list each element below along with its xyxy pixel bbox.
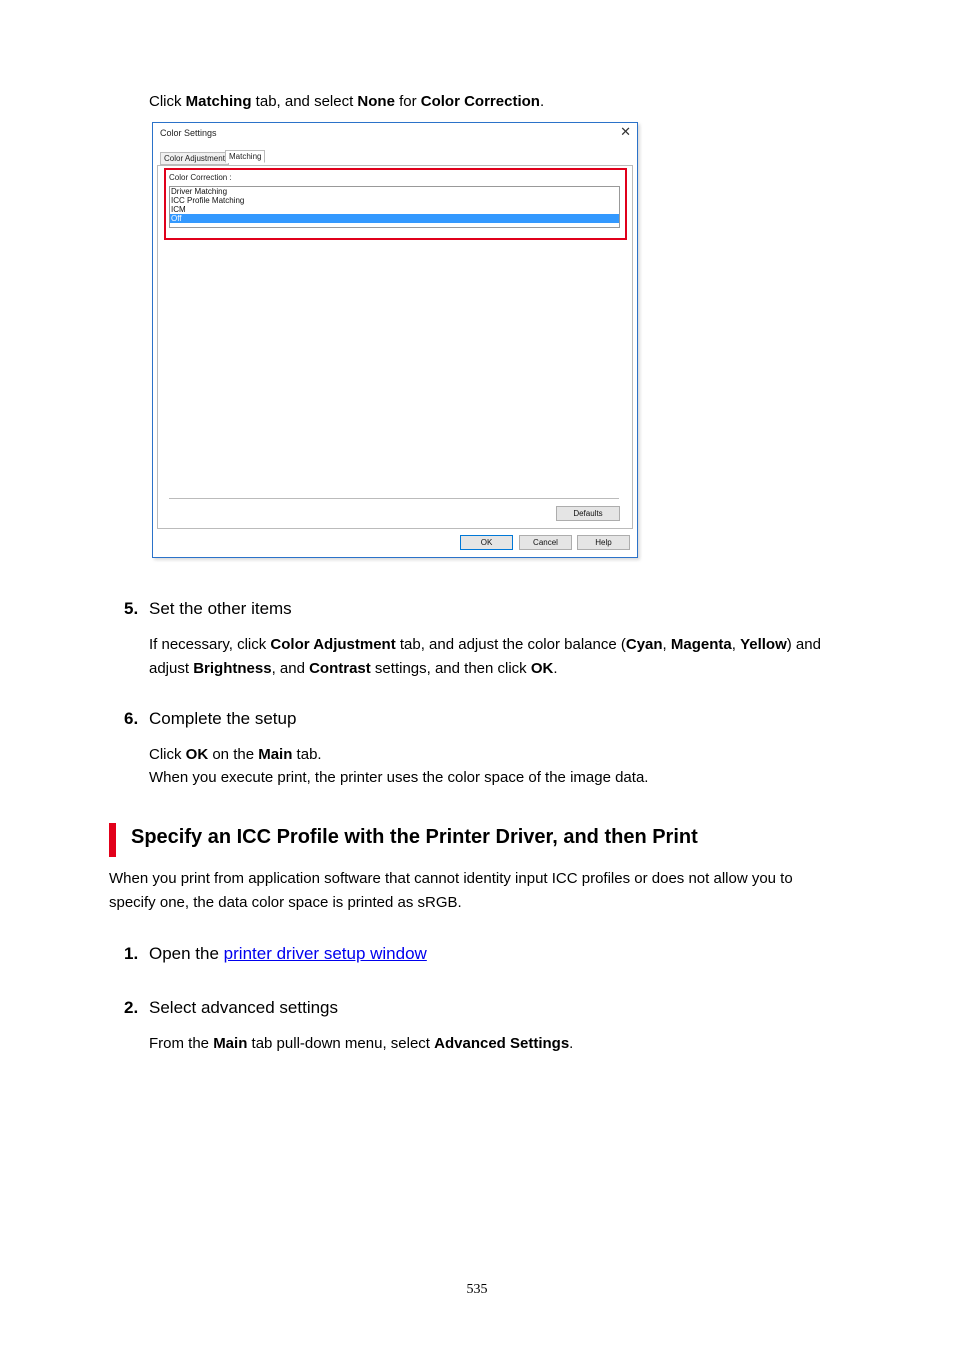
step-2-text-line-1: From the Main tab pull-down menu, select Advanced Settings. bbox=[149, 1035, 574, 1052]
section-paragraph-line-1: When you print from application software that cannot identity input ICC profiles or does not allow you to bbox=[109, 870, 793, 887]
list-item-selected[interactable]: Off bbox=[170, 214, 619, 223]
printer-driver-setup-link[interactable]: printer driver setup window bbox=[223, 944, 427, 963]
help-button[interactable]: Help bbox=[577, 535, 630, 550]
dialog-title: Color Settings bbox=[160, 128, 217, 138]
divider bbox=[169, 498, 619, 499]
step-5-text-line-1: If necessary, click Color Adjustment tab, and adjust the color balance (Cyan, Magenta, Yellow) and bbox=[149, 636, 821, 653]
list-item[interactable]: Driver Matching bbox=[171, 187, 228, 196]
step-2-number: 2. bbox=[124, 998, 139, 1017]
step-2-title: Select advanced settings bbox=[149, 998, 339, 1017]
close-icon[interactable]: ✕ bbox=[620, 124, 631, 139]
step-5-text-line-2: adjust Brightness, and Contrast settings, and then click OK. bbox=[149, 660, 558, 677]
step-6-number: 6. bbox=[124, 709, 139, 728]
step-6-text-line-2: When you execute print, the printer uses the color space of the image data. bbox=[149, 769, 649, 786]
step-1-title: Open the printer driver setup window bbox=[149, 944, 427, 963]
list-item[interactable]: ICC Profile Matching bbox=[171, 196, 245, 205]
step-6-title: Complete the setup bbox=[149, 709, 297, 728]
section-accent-bar bbox=[109, 823, 116, 857]
page-number: 535 bbox=[466, 1282, 488, 1297]
list-item[interactable]: ICM bbox=[171, 205, 186, 214]
tab-color-adjustment[interactable]: Color Adjustment bbox=[160, 152, 229, 165]
step-1-number: 1. bbox=[124, 944, 139, 963]
color-settings-dialog bbox=[152, 122, 638, 558]
step-5-number: 5. bbox=[124, 599, 139, 618]
section-heading: Specify an ICC Profile with the Printer Driver, and then Print bbox=[131, 826, 698, 848]
cancel-button[interactable]: Cancel bbox=[519, 535, 572, 550]
tab-matching[interactable]: Matching bbox=[225, 150, 265, 163]
section-paragraph-line-2: specify one, the data color space is printed as sRGB. bbox=[109, 894, 462, 911]
intro-instruction: Click Matching tab, and select None for Color Correction. bbox=[149, 93, 545, 110]
ok-button[interactable]: OK bbox=[460, 535, 513, 550]
step-5-title: Set the other items bbox=[149, 599, 292, 618]
color-correction-label: Color Correction : bbox=[169, 173, 232, 182]
step-6-text-line-1: Click OK on the Main tab. bbox=[149, 746, 322, 763]
defaults-button[interactable]: Defaults bbox=[556, 506, 620, 521]
color-correction-listbox[interactable] bbox=[169, 186, 620, 228]
